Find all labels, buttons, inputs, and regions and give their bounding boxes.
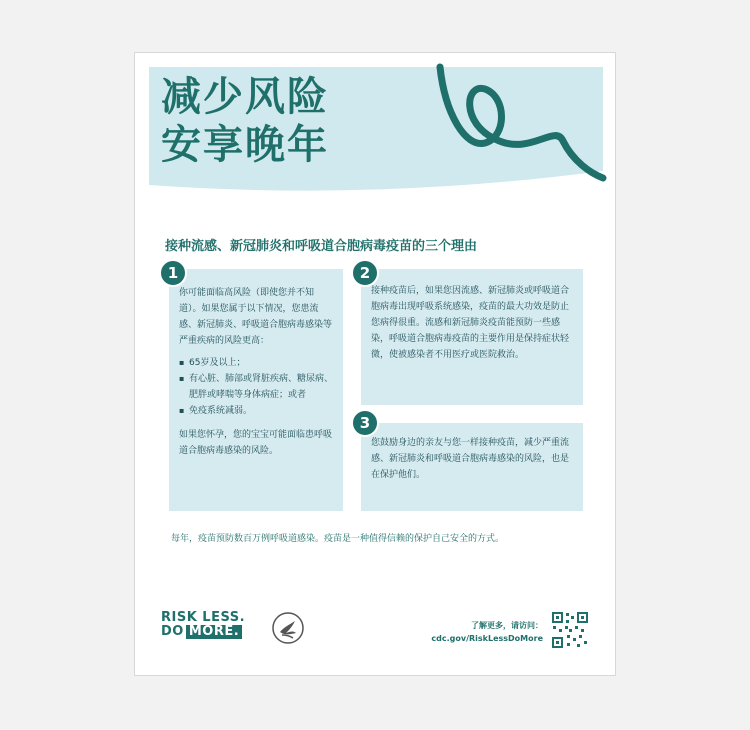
page-title [161,73,329,169]
list-item: ▪ 65岁及以上； [179,355,333,371]
visit-url[interactable]: cdc.gov/RiskLessDoMore [431,634,543,643]
reason-card-3 [361,423,583,511]
title-line-2: 安享晚年 [161,122,329,168]
reason-2-text: 接种疫苗后，如果您因流感、新冠肺炎或呼吸道合胞病毒出现呼吸系统感染，疫苗的最大功效是防止您病得很重。流感和新冠肺炎疫苗能预防一些感染，呼吸道合胞病毒疫苗的主要作用是保持症状轻微，使被感染者不用医疗或医院救治。 [371,286,570,360]
poster-page [134,52,616,676]
risk-less-do-more-logo: RISK LESS. DO MORE. [161,610,246,639]
qr-code-icon[interactable] [551,611,589,649]
visit-info [431,619,543,645]
risk-list [179,355,333,419]
reason-1-intro: 你可能面临高风险（即使您并不知道）。如果您属于以下情况，您患流感、新冠肺炎、呼吸道合胞病毒感染等严重疾病的风险更高： [179,288,333,346]
list-item: ▪ 有心脏、肺部或肾脏疾病、糖尿病、肥胖或哮喘等身体病症；或者 [179,371,333,403]
title-line-1: 减少风险 [161,74,329,120]
reason-1-outro: 如果您怀孕，您的宝宝可能面临患呼吸道合胞病毒感染的风险。 [179,430,333,456]
reason-card-1 [169,269,343,511]
hhs-eagle-icon [271,611,305,645]
subtitle: 接种流感、新冠肺炎和呼吸道合胞病毒疫苗的三个理由 [165,239,478,254]
visit-label: 了解更多，请访问： [471,621,543,630]
number-badge-2: 2 [351,259,379,287]
number-badge-1: 1 [159,259,187,287]
reason-3-text: 您鼓励身边的亲友与您一样接种疫苗，减少严重流感、新冠肺炎和呼吸道合胞病毒感染的风险，也是在保护他们。 [371,438,570,480]
reason-card-2 [361,269,583,405]
list-item: ▪ 免疫系统减弱。 [179,403,333,419]
number-badge-3: 3 [351,409,379,437]
footnote: 每年，疫苗预防数百万例呼吸道感染。疫苗是一种值得信赖的保护自己安全的方式。 [171,534,505,544]
